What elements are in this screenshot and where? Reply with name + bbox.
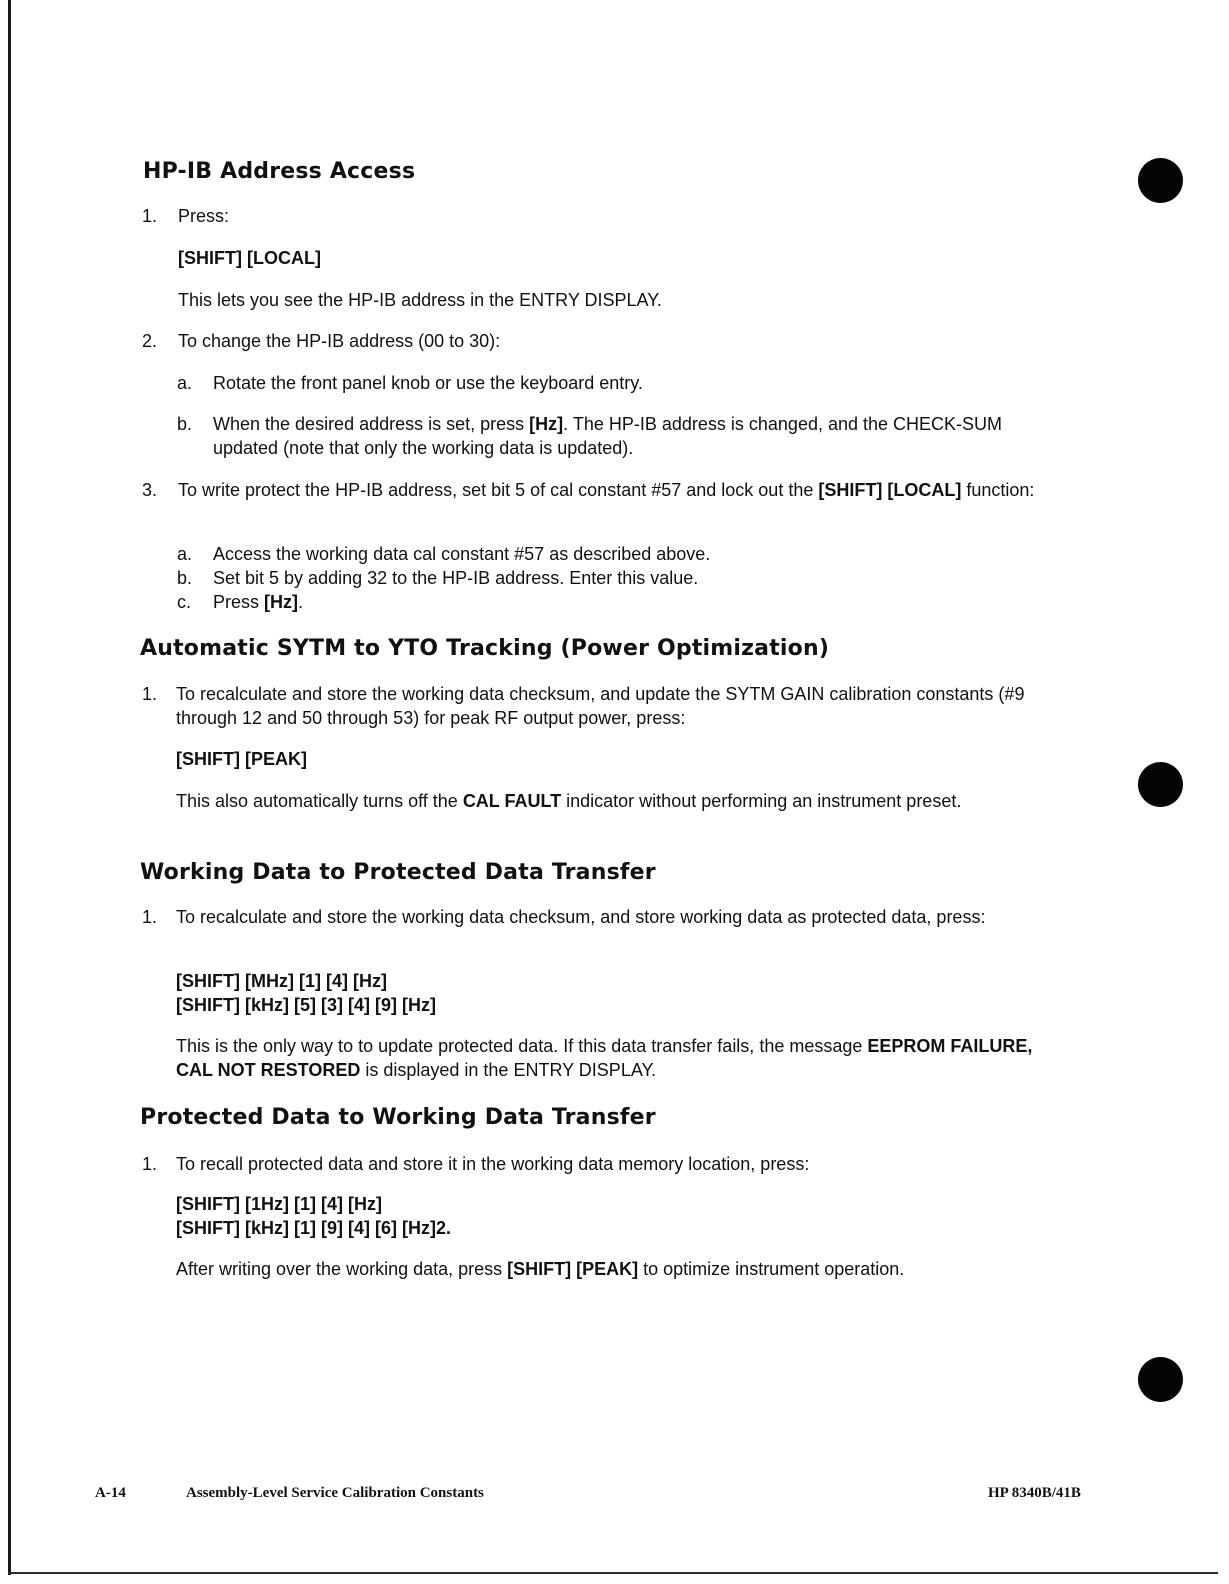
- substep-label: c.: [177, 592, 192, 612]
- substep-label: b.: [177, 568, 193, 588]
- binder-hole-top: [1138, 158, 1183, 203]
- step-number: 1.: [142, 684, 158, 704]
- footer-model: HP 8340B/41B: [988, 1485, 1081, 1501]
- step-number: 2.: [142, 331, 158, 351]
- key-sequence: [SHIFT] [LOCAL]: [178, 248, 321, 268]
- binder-hole-bottom: [1138, 1357, 1183, 1402]
- step-note: After writing over the working data, press [SHIFT] [PEAK] to optimize instrument operation.: [176, 1259, 905, 1279]
- step-note: This also automatically turns off the CAL FAULT indicator without performing an instrument preset.: [176, 791, 962, 811]
- key-sequence: [SHIFT] [kHz] [5] [3] [4] [9] [Hz]: [176, 995, 436, 1015]
- step-text: To recalculate and store the working data checksum, and update the SYTM GAIN calibration constants (#9 through 12 and 50 through 53) for peak RF output power, press:: [176, 684, 1025, 728]
- footer-page-number: A-14: [95, 1485, 126, 1501]
- step-text: Press:: [178, 206, 230, 226]
- substep-label: a.: [177, 544, 193, 564]
- substep-text: Access the working data cal constant #57 as described above.: [213, 544, 711, 564]
- step-note: This lets you see the HP-IB address in the ENTRY DISPLAY.: [178, 290, 662, 310]
- substep-text: Set bit 5 by adding 32 to the HP-IB address. Enter this value.: [213, 568, 699, 588]
- step-text: To write protect the HP-IB address, set bit 5 of cal constant #57 and lock out the [SHIFT] [LOCAL] function:: [178, 480, 1035, 500]
- heading-sytm-yto-tracking: Automatic SYTM to YTO Tracking (Power Optimization): [140, 636, 830, 661]
- substep-label: b.: [177, 414, 193, 434]
- step-number: 3.: [142, 480, 158, 500]
- step-number: 1.: [142, 907, 158, 927]
- key-sequence: [SHIFT] [1Hz] [1] [4] [Hz]: [176, 1194, 382, 1214]
- step-text: To change the HP-IB address (00 to 30):: [178, 331, 501, 351]
- page-bottom-rule: [8, 1572, 1218, 1574]
- step-number: 1.: [142, 1154, 158, 1174]
- heading-hpib-address-access: HP-IB Address Access: [143, 159, 416, 184]
- binder-hole-middle: [1138, 762, 1183, 807]
- footer-title: Assembly-Level Service Calibration Constants: [186, 1485, 484, 1501]
- step-text: To recalculate and store the working data checksum, and store working data as protected data, press:: [176, 907, 986, 927]
- step-number: 1.: [142, 206, 158, 226]
- key-sequence: [SHIFT] [kHz] [1] [9] [4] [6] [Hz]2.: [176, 1218, 451, 1238]
- substep-label: a.: [177, 373, 193, 393]
- key-sequence: [SHIFT] [MHz] [1] [4] [Hz]: [176, 971, 387, 991]
- key-sequence: [SHIFT] [PEAK]: [176, 749, 307, 769]
- step-note: This is the only way to to update protected data. If this data transfer fails, the message EEPROM FAILURE, CAL NOT RESTORED is displayed in the ENTRY DISPLAY.: [176, 1036, 1033, 1080]
- substep-text: Press [Hz].: [213, 592, 304, 612]
- binder-edge-line: [8, 0, 11, 1575]
- substep-text: When the desired address is set, press [Hz]. The HP-IB address is changed, and the CHECK-SUM updated (note that only the working data is updated).: [213, 414, 1003, 458]
- step-text: To recall protected data and store it in the working data memory location, press:: [176, 1154, 810, 1174]
- heading-protected-to-working: Protected Data to Working Data Transfer: [140, 1105, 656, 1130]
- heading-working-to-protected: Working Data to Protected Data Transfer: [140, 860, 656, 885]
- substep-text: Rotate the front panel knob or use the keyboard entry.: [213, 373, 643, 393]
